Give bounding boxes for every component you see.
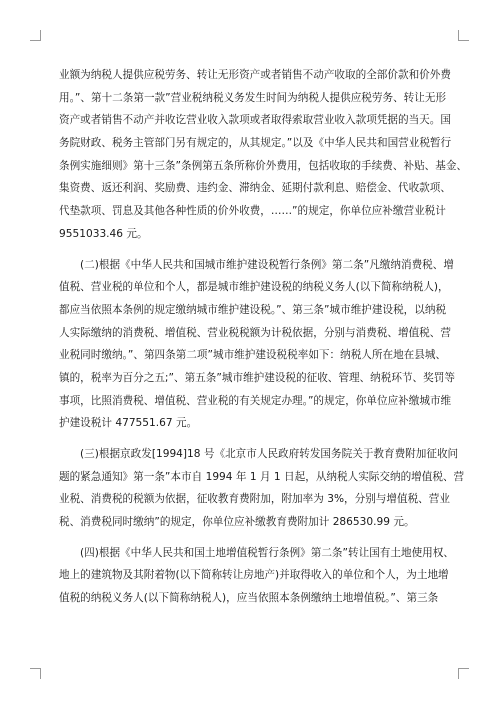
text-line: (四)根据《中华人民共和国土地增值税暂行条例》第二条”转让国有土地使用权、 <box>80 546 454 559</box>
document-body <box>59 64 468 610</box>
text-line: 事项，比照消费税、增值税、营业税的有关规定办理。”的规定，你单位应补缴城市维 <box>59 394 452 407</box>
text-line: 镇的，税率为百分之五;”、第五条”城市维护建设税的征收、管理、纳税环节、奖罚等 <box>59 371 455 384</box>
text-line: 资产或者销售不动产并收讫营业收入款项或者取得索取营业收入款项凭据的当天。国 <box>59 114 451 127</box>
text-line: 地上的建筑物及其附着物(以下简称转让房地产)并取得收入的单位和个人，为土地增 <box>59 569 449 582</box>
text-line: 人实际缴纳的消费税、增值税、营业税税额为计税依据，分别与消费税、增值税、营 <box>59 326 451 339</box>
text-line: 务院财政、税务主管部门另有规定的，从其规定。”以及《中华人民共和国营业税暂行 <box>59 137 452 150</box>
paragraph-land-value-tax <box>59 542 454 610</box>
text-line: 都应当依照本条例的规定缴纳城市维护建设税。”、第三条”城市维护建设税，以纳税 <box>59 303 447 316</box>
paragraph-education-surcharge <box>59 443 465 534</box>
text-line: 护建设税计 477551.67 元。 <box>59 417 198 430</box>
crop-mark-top-right <box>458 30 469 41</box>
crop-mark-top-left <box>30 30 41 41</box>
text-line: 业税同时缴纳。”、第四条第二项”城市维护建设税税率如下：纳税人所在地在县城、 <box>59 349 447 362</box>
text-line: 业额为纳税人提供应税劳务、转让无形资产或者销售不动产收取的全部价款和价外费 <box>59 69 451 81</box>
text-line: 代垫款项、罚息及其他各种性质的价外收费，……”的规定，你单位应补缴营业税计 <box>59 205 446 218</box>
text-line: 9551033.46 元。 <box>59 227 148 240</box>
paragraph-urban-construction-tax <box>59 254 455 436</box>
text-line: 条例实施细则》第十三条”条例第五条所称价外费用，包括收取的手续费、补贴、基金、 <box>59 159 468 172</box>
crop-mark-bottom-right <box>458 668 469 679</box>
text-line: 值税、营业税的单位和个人，都是城市维护建设税的纳税义务人(以下简称纳税人)， <box>59 281 449 294</box>
text-line: 用。”、第十二条第一款”营业税纳税义务发生时间为纳税人提供应税劳务、转让无形 <box>59 91 447 104</box>
text-line: 业税、消费税的税额为依据，征收教育费附加，附加率为 3%，分别与增值税、营业 <box>59 493 450 506</box>
text-line: 集资费、返还利润、奖励费、违约金、滞纳金、延期付款利息、赔偿金、代收款项、 <box>59 182 451 195</box>
text-line: 税、消费税同时缴纳”的规定，你单位应补缴教育费附加计 286530.99 元。 <box>59 516 415 529</box>
text-line: 题的紧急通知》第一条”本市自 1994 年 1 月 1 日起，从纳税人实际交纳的增值税、营 <box>59 470 465 483</box>
text-line: (二)根据《中华人民共和国城市维护建设税暂行条例》第二条”凡缴纳消费税、增 <box>80 258 454 271</box>
text-line: (三)根据京政发[1994]18 号《北京市人民政府转发国务院关于教育费附加征收问 <box>80 448 459 460</box>
text-line: 值税的纳税义务人(以下简称纳税人)，应当依照本条例缴纳土地增值税。”、第三条 <box>59 592 439 605</box>
paragraph-business-tax <box>59 64 468 246</box>
crop-mark-bottom-left <box>30 668 41 679</box>
